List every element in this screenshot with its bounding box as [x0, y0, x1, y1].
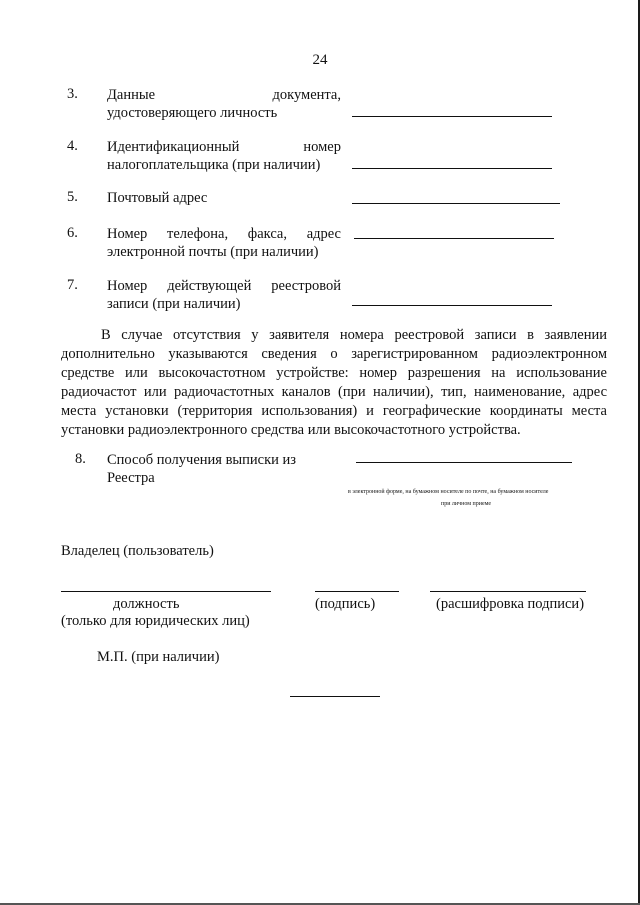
item-label-line1: Почтовый адрес — [107, 190, 208, 206]
item-number: 8. — [75, 451, 86, 467]
item-number: 7. — [67, 277, 78, 293]
position-label: должность — [113, 596, 180, 612]
item-label-line2: электронной почты (при наличии) — [107, 244, 319, 260]
item-label-line2: удостоверяющего личность — [107, 105, 278, 121]
item-number: 6. — [67, 225, 78, 241]
blank-line-position[interactable] — [61, 591, 271, 592]
extract-method-hint-line1: в электронной форме, на бумажном носителе по почте, на бумажном носителе — [348, 489, 549, 495]
explanatory-paragraph: В случае отсутствия у заявителя номера реестровой записи в заявлении дополнительно указываются сведения о зарегистрированном радиоэлектронном средстве или высокочастотном устройстве: номер разрешения на использование радиочастот или радиочастотных каналов (при наличии), тип, наименование, адрес места установки (территория использования) и географические координаты места установки радиоэлектронного средства или высокочастотного устройства. — [61, 327, 607, 438]
stamp-label: М.П. (при наличии) — [97, 649, 220, 665]
item-label-line2: налогоплательщика (при наличии) — [107, 157, 321, 173]
item-label-line1: Способ получения выписки из — [107, 452, 297, 468]
closing-line — [290, 696, 380, 697]
item-number: 5. — [67, 189, 78, 205]
extract-method-hint-line2: при личном приеме — [441, 501, 492, 507]
blank-line-registry-record[interactable] — [352, 305, 552, 306]
blank-line-extract-method[interactable] — [356, 462, 572, 463]
item-number: 4. — [67, 138, 78, 154]
blank-line-signature[interactable] — [315, 591, 399, 592]
owner-label: Владелец (пользователь) — [61, 543, 214, 559]
signature-label: (подпись) — [315, 596, 376, 612]
position-note: (только для юридических лиц) — [61, 613, 250, 629]
blank-line-identity-document[interactable] — [352, 116, 552, 117]
item-label-line1: Номер действующей реестровой — [107, 278, 341, 294]
item-label-line2: записи (при наличии) — [107, 296, 241, 312]
item-label-line1: Идентификационный номер — [107, 139, 341, 155]
blank-line-postal-address[interactable] — [352, 203, 560, 204]
item-label-line1: Номер телефона, факса, адрес — [107, 226, 341, 242]
item-number: 3. — [67, 86, 78, 102]
blank-line-signature-decryption[interactable] — [430, 591, 586, 592]
page-number: 24 — [312, 52, 328, 68]
blank-line-contacts[interactable] — [354, 238, 554, 239]
blank-line-tax-id[interactable] — [352, 168, 552, 169]
item-label-line1: Данные документа, — [107, 87, 341, 103]
item-label-line2: Реестра — [107, 470, 155, 486]
signature-decryption-label: (расшифровка подписи) — [436, 596, 585, 612]
